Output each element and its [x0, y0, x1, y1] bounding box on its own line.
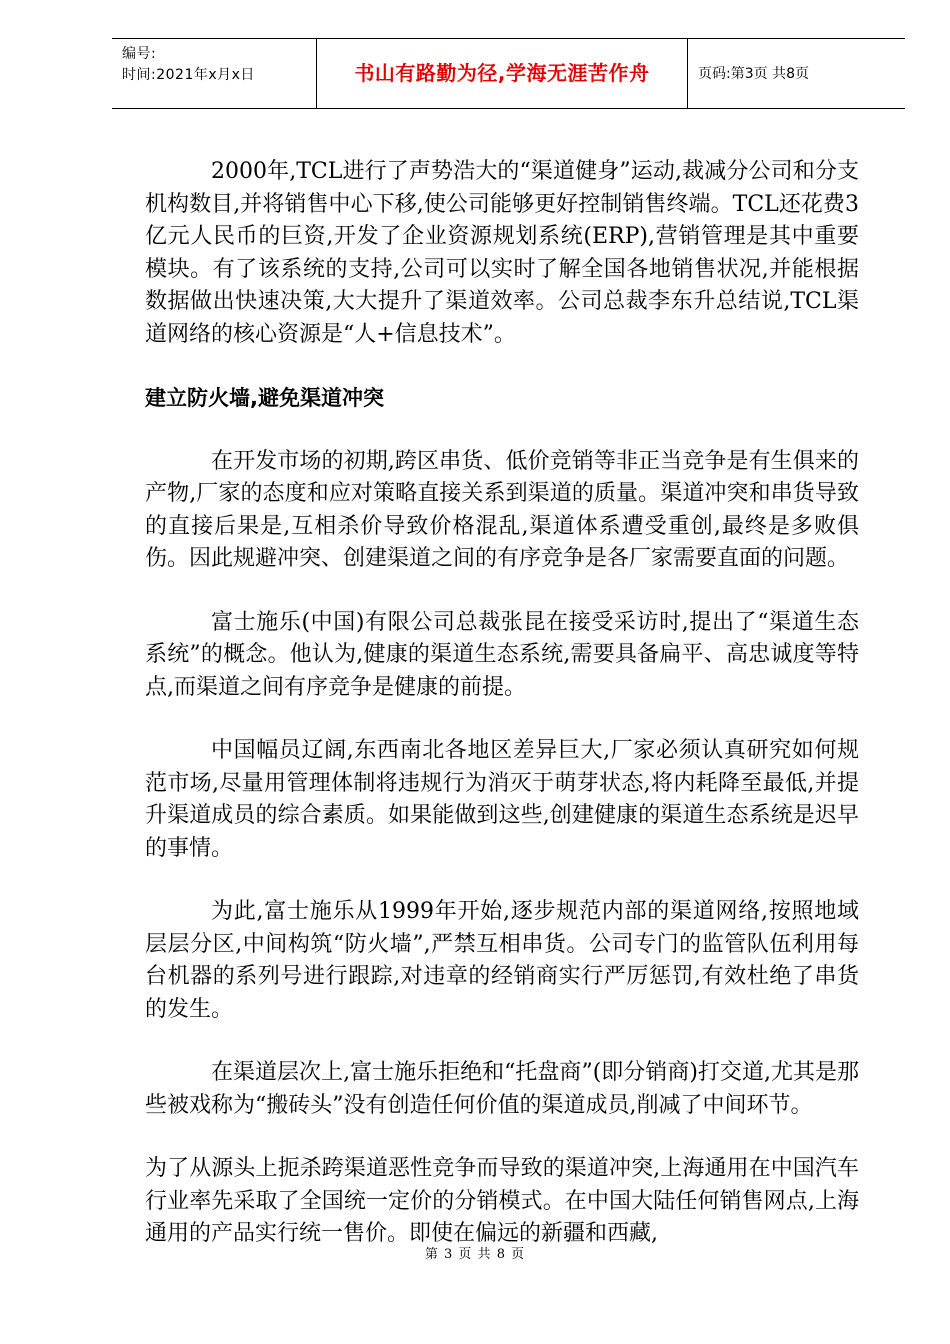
time-label: 时间:2021年x月x日	[122, 67, 255, 83]
paragraph-firewall: 为此,富士施乐从1999年开始,逐步规范内部的渠道网络,按照地域层层分区,中间构筑“防火墙”,严禁互相串货。公司专门的监管队伍利用每台机器的系列号进行跟踪,对违章的经销商实行严厉惩罚,有效杜绝了串货的发生。	[145, 899, 859, 1022]
header-motto: 书山有路勤为径,学海无涯苦作舟	[316, 39, 688, 108]
paragraph-channel-level: 在渠道层次上,富士施乐拒绝和“托盘商”(即分销商)打交道,尤其是那些被戏称为“搬砖头”没有创造任何价值的渠道成员,削减了中间环节。	[145, 1060, 859, 1118]
page-footer: 第 3 页 共 8 页	[424, 1247, 526, 1262]
header-meta	[122, 44, 255, 86]
paragraph-tcl: 2000年,TCL进行了声势浩大的“渠道健身”运动,裁减分公司和分支机构数目,并将销售中心下移,使公司能够更好控制销售终端。TCL还花费3亿元人民币的巨资,开发了企业资源规划系统(ERP),营销管理是其中重要模块。有了该系统的支持,公司可以实时了解全国各地销售状况,并能根据数据做出快速决策,大大提升了渠道效率。公司总裁李东升总结说,TCL渠道网络的核心资源是“人+信息技术”。	[145, 159, 859, 347]
section-heading: 建立防火墙,避免渠道冲突	[145, 386, 384, 410]
header-page-info: 页码:第3页 共8页	[698, 66, 809, 82]
paragraph-shanghai-gm: 为了从源头上扼杀跨渠道恶性竞争而导致的渠道冲突,上海通用在中国汽车行业率先采取了全国统一定价的分销模式。在中国大陆任何销售网点,上海通用的产品实行统一售价。即使在偏远的新疆和西藏,	[145, 1156, 859, 1246]
document-body	[145, 156, 859, 1282]
page-header	[112, 38, 905, 109]
paragraph-fuji-ecosystem: 富士施乐(中国)有限公司总裁张昆在接受采访时,提出了“渠道生态系统”的概念。他认为,健康的渠道生态系统,需要具备扁平、高忠诚度等特点,而渠道之间有序竞争是健康的前提。	[145, 609, 859, 700]
paragraph-china-market: 中国幅员辽阔,东西南北各地区差异巨大,厂家必须认真研究如何规范市场,尽量用管理体制将违规行为消灭于萌芽状态,将内耗降至最低,并提升渠道成员的综合素质。如果能做到这些,创建健康的渠道生态系统是迟早的事情。	[145, 738, 859, 861]
paragraph-market-conflict: 在开发市场的初期,跨区串货、低价竞销等非正当竞争是有生俱来的产物,厂家的态度和应对策略直接关系到渠道的质量。渠道冲突和串货导致的直接后果是,互相杀价导致价格混乱,渠道体系遭受重创,最终是多败俱伤。因此规避冲突、创建渠道之间的有序竞争是各厂家需要直面的问题。	[145, 448, 859, 571]
serial-label: 编号:	[122, 46, 157, 62]
